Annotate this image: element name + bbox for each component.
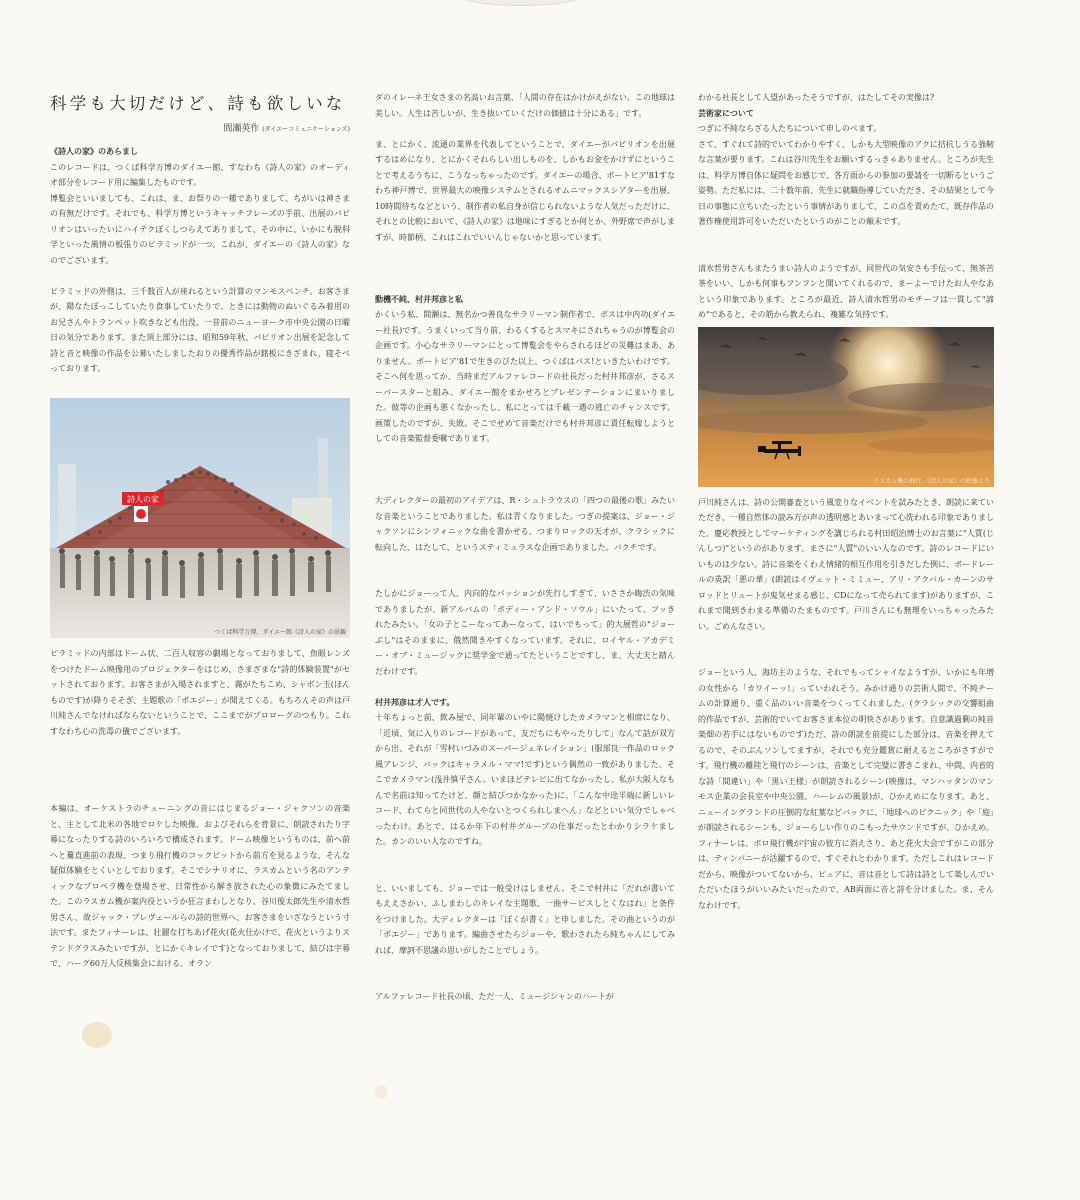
paragraph: たしかにジョーって人、内向的なパッションが先行しすぎて、いささか晦渋の気味でありましたが、新アルバムの「ボディー・アンド・ソウル」にいたって、フッきれたみたい。「女の子とこーなってあーなって、はいでもって」的大展哲の"ジョーぶし"はそのままに、俄然聞きやすくなっています。それに、ロイヤル・アカデミー・オブ・ミュージックに奨学金で通ってたということですし、ま、大丈夫と踏んだわけです。 xyxy=(375,589,675,676)
paragraph: 清水哲男さんもまたうまい詩人のようですが、同世代の気安さも手伝って、無茶苦茶をいい、しかも何事もフンフンと聞いてくれるので、まーよーでけたお人やなあという印象であります。ところが最近、詩人清水哲男のモチーフは一貫して"諦め"であると、その筋から教えられ、複雑な気持です。 xyxy=(698,263,994,319)
section-heading: 村井邦彦は才人です。 xyxy=(375,696,455,707)
author-byline xyxy=(50,121,350,134)
paragraph: ジョーという人、海坊主のような、それでもってシャイなようすが、いかにも年増の女性から「カワイーッ!」っていわれそう。みかけ通りの芸術人間で、不純チームの計算通り、重く品のいい音楽をつくってくれました。(クラシックの交響組曲的作品ですが、芸術的でいてお客さま本位の明快さがあります。自意識過剰の純音楽畑の若手にはないものです)ただ、詩の朗読を前提にした部分は、音楽を押えてるので、そのぶんソンしてますが、それでも充分鑑賞に耐えるところがさすがです。飛行機の離陸と飛行のシーンは、音楽として完璧に書きこまれ、中間、内省的な詩「間違い」や「黒い王様」が朗読されるシーン(映像は、マンハッタンのマンモス企業の会長室や中央公園、ハーレムの風景)が、ひかえめになります。あと、ニューイングランドの圧倒的な紅葉などバックに、「地球へのピクニック」や「庭」が朗読されるシーンも、ジョーらしい作りのこもったサウンドですが、ひかえめ。フィナーレは、ボロ飛行機が宇宙の彼方に消えさり、あと花火大会ですがこの部分は、ティンパニーが活躍するので、すぐそれとわかります。ただしこれはレコードだから、映像がついてないから、ピュアに、音は音として詩は詩として楽しんでいただいたほうがいいみたいだったので、AB両面に音と詩を分けました。ま、そんなわけです。 xyxy=(698,668,994,910)
pavilion-photo-image xyxy=(50,398,350,638)
section-heading: 《詩人の家》のあらまし xyxy=(50,146,138,156)
paragraph: ま、とにかく、流通の業界を代表してということで、ダイエーがパビリオンを出展するはめになり、とにかくそれらしい出しものを、しかもお金をかけずにということで考えるうちに、こうなっちゃったのです。ダイエーの場合、ポートピア'81すなわち神戸博で、世界最大の映像システムとされるオムニマックスシアターを出展、10時間待ちなどという、制作者の私自身が信じられないような人気だっただけに、それとの比較において、《詩人の家》は地味にすぎるとか何とか、外野席で声がしますが、時節柄、これはこれでいいんじゃないかと思っています。 xyxy=(375,139,675,242)
paragraph: 本編は、オーケストラのチューニングの音にはじまるジョー・ジャクソンの音楽と、主として北米の各地でロケした映像、およびそれらを背景に、朗読されたり字幕になったりする詩のいろいろで構成されます。ドーム映像というものは、前へ前へと驀直進前の表現、つまり飛行機のコックピットから前方を見るような、そんな疑似体験をとくいとしております。そこでシナリオに、ラスカムという名のアンティックなプロペラ機を登場させ、日常性から解き放された心の象徴にみたてました。このラスカム機が案内役というか狂言まわしとなり、谷川俊太郎先生や清水哲男さん、故ジャック・プレヴェールらの詩的世界へ、お客さまをいざなうという寸法です。またフィナーレは、壮麗な打ちあげ花火(花火仕かけで、花火というよりステンドグラスみたいですが、とにかくキレイです)となっておりまして、結びは字幕で、ハーグ60万人反核集会における、オラン xyxy=(50,804,350,968)
airplane-photo xyxy=(698,327,994,487)
paragraph: さて、すぐれて詩的でいてわかりやすく、しかも大型映像のアクに拮抗しうる強靭な言葉が要ります。これは谷川先生をお願いするっきゃありません。ところが先生は、科学万博自体に疑問をお感じで、各方面からの参加の要請を一切断るというご姿勢。ただ私には、二十数年前、先生に就職指導していただき、その結果として今日の事態に立ちいたったという事情がありまして、この点を責めたて、既存作品の著作権使用許可をいただいたというのがことの顛末です。 xyxy=(698,139,994,226)
paragraph: このレコードは、つくば科学万博のダイエー館、すなわち《詩人の家》のオーディオ部分をレコード用に編集したものです。 xyxy=(50,162,350,187)
column-2 xyxy=(375,90,675,1005)
pavilion-sign-text: 詩人の家 xyxy=(127,495,159,504)
paragraph: わかる社長として人望があったそうですが、はたしてその実像は? xyxy=(698,93,935,102)
photo-caption: つくば科学万博、ダイエー館《詩人の家》の景観 xyxy=(214,629,346,636)
paragraph: アルファレコード社長の頃、ただ一人、ミュージシャンのハートが xyxy=(375,992,614,1001)
paragraph: ピラミッドの内部はドーム状、二百人収容の劇場となっておりまして、魚眼レンズをつけたドーム映像用のプロジェクターをはじめ、さまざまな"詩的体験装置"がセットされております。お客さまが入場されますと、霧がたちこめ、シャボン玉(ほんものです)が降りそそぎ、主題歌の「ポエジー」が聞えてくる。もちろんその声は戸川純さんでなければならないということで、ここまでがプロローグのつもり。これすなわち心の洗毒の儀でございます。 xyxy=(50,649,350,736)
paper-stain xyxy=(82,1022,112,1048)
paragraph: 戸川純さんは、詩の公開審査という風変りなイベントを試みたとき、朗読に来ていただき、一種自然体の読み方が声の透明感とあいまって心洗われる印象でありました。慶応教授としてマーケティングを講じられる村田昭治博士のお言葉に"人質(じんしつ)"というのがあります。まさに"人質"のいい人なのです。詩のレコードにいいものは少ない。詩に音楽をくわえ情緒的相互作用を引きだした例に、ボードレールの英訳「悪の華」(朗読はイヴェット・ミミュー、アリ・アクバル・カーンのサロッドとリュートが鬼気せまる感じ、CDになって売られてます)がありますが、これまで聞到きわまる準備のたまものです。戸川さんにも無理をいっちゃったみたい。ごめんなさい。 xyxy=(698,497,994,631)
section-heading: 動機不純、村井邦彦と私 xyxy=(375,293,463,304)
section-heading: 芸術家について xyxy=(698,107,754,118)
paper-stain xyxy=(375,1085,387,1099)
pavilion-photo xyxy=(50,398,350,638)
paragraph: と、いいましても、ジョーでは一般受けはしません。そこで村井に「だれが書いてもええさかい、ふしまわしのキレイな主題歌、一曲サービスしとくなはれ」と条件をつけました。大ディレクターは「ぼくが書く」と申しました。その曲というのが「ポエジー」であります。編曲させたらジョーや、歌わされたら純ちゃんにしてみれば、摩訶不思議の思いがしたことでしょう。 xyxy=(375,883,675,955)
airplane-photo-image xyxy=(698,327,994,487)
column-3 xyxy=(698,90,994,944)
paragraph: つぎに不純ならざる人たちについて申しのべます。 xyxy=(698,124,882,133)
author-name: 間瀬英作 xyxy=(223,124,260,134)
paragraph: ピラミッドの外側は、三千数百人が座れるという計算のマンモスベンチ。お客さまが、陽なたぼっこしていたり食事していたりで、ときには動物のぬいぐるみ着用のお兄さんやトランペット吹きなども出没、一昔前のニューヨーク市中央公園の日曜日の気分であります。また頂上部分には、昭和59年秋、パビリオン出展を記念して詩と音と映像の作品を公募いたしましたおりの優秀作品が銘板にきざまれ、寝そべっております。 xyxy=(50,286,350,373)
column-1 xyxy=(50,90,350,1049)
article-title: 科学も大切だけど、詩も欲しいな xyxy=(50,94,346,113)
paragraph: 博覧会といいましても、これは、ま、お祭りの一種でありまして、ちがいは神さまの有無だけです。それでも、科学万博というキャッチフレーズの手前、出展のパビリオンはいったいにハイテクぼくしつらえてありまして、その中に、いかにも脱科学といった風情の板張りのピラミッドが一つ、これが、ダイエーの《詩人の家》なのでございます。 xyxy=(50,193,350,265)
paragraph: 十年ちょっと前、飲み屋で、同年輩のいやに陽焼けしたカメラマンと相席になり、「近頃、気に入りのレコードがあって、友だちにもやったりして」なんて話が双方から出、それが「雪村いづみのスーパージェネレイション」(服部良一作品のロック風アレンジ、バックはキャラメル・ママ!です)という偶然の一致がありました。そこでカメラマン(浅井慎平さん。いまほどテレビに出てなかったし、私が大阪人なもんで名前は知ってたけど、顔と結びつかなかった)に、「こんな中途半端に新しいレコード、わてらと同世代の人やないとつくられしまへん」などといい気分でしゃべったわけ。あとで、はるか年下の村井グループの仕事だったとわかりシラケました。カンのいい人なのですね。 xyxy=(375,713,675,846)
paragraph: 大ディレクターの最初のアイデアは、R・シュトラウスの「四つの最後の歌」みたいな音楽ということでありました。私は青くなりました。つぎの提案は、ジョー・ジャクソンにシンフォニックな曲を書かせる、つまりロックの天才が、クラシックに転向した、はたして、というスティミュラスな企画でありました。バクチです。 xyxy=(375,496,675,552)
paragraph: ダのイレーネ王女さまの名高いお言葉、「人間の存在はかけがえがない。この地球は美しい。人生は苦しいが、生き抜いていくだけの価値は十分にある」です。 xyxy=(375,93,675,118)
page-top-circle-mark xyxy=(455,0,587,6)
photo-caption: ラスカム機の飛行、《詩人の家》の映像より xyxy=(873,477,990,485)
paragraph: かくいう私、間瀬は、無名かつ善良なサラリーマン制作者で、ボスは中内功(ダイエー社長)です。うまくいって当り前、わるくするとスマキにされちゃうのが博覧会の企画です。小心なサラリーマンにとって博覧会をやらされるほどの災難はまあ、ありません。ポートピア'81で生きのびた以上、つくばはパス!といきたいわけです。そこへ何を思ってか、当時まだアルファレコードの社長だった村井邦彦が、さるスーパースターと組み、ダイエー館をまかせろとプレゼンテーションにまいりました。彼等の企画も悪くなかったし、私にとっては千載一遇の逃亡のチャンスです。画策したのですが、失敗。そこでせめて音楽だけでも村井邦彦に責任転嫁しようとしての音楽監督委嘱であります。 xyxy=(375,310,675,443)
author-affiliation: (ダイエーコミュニケーションズ) xyxy=(262,126,350,133)
